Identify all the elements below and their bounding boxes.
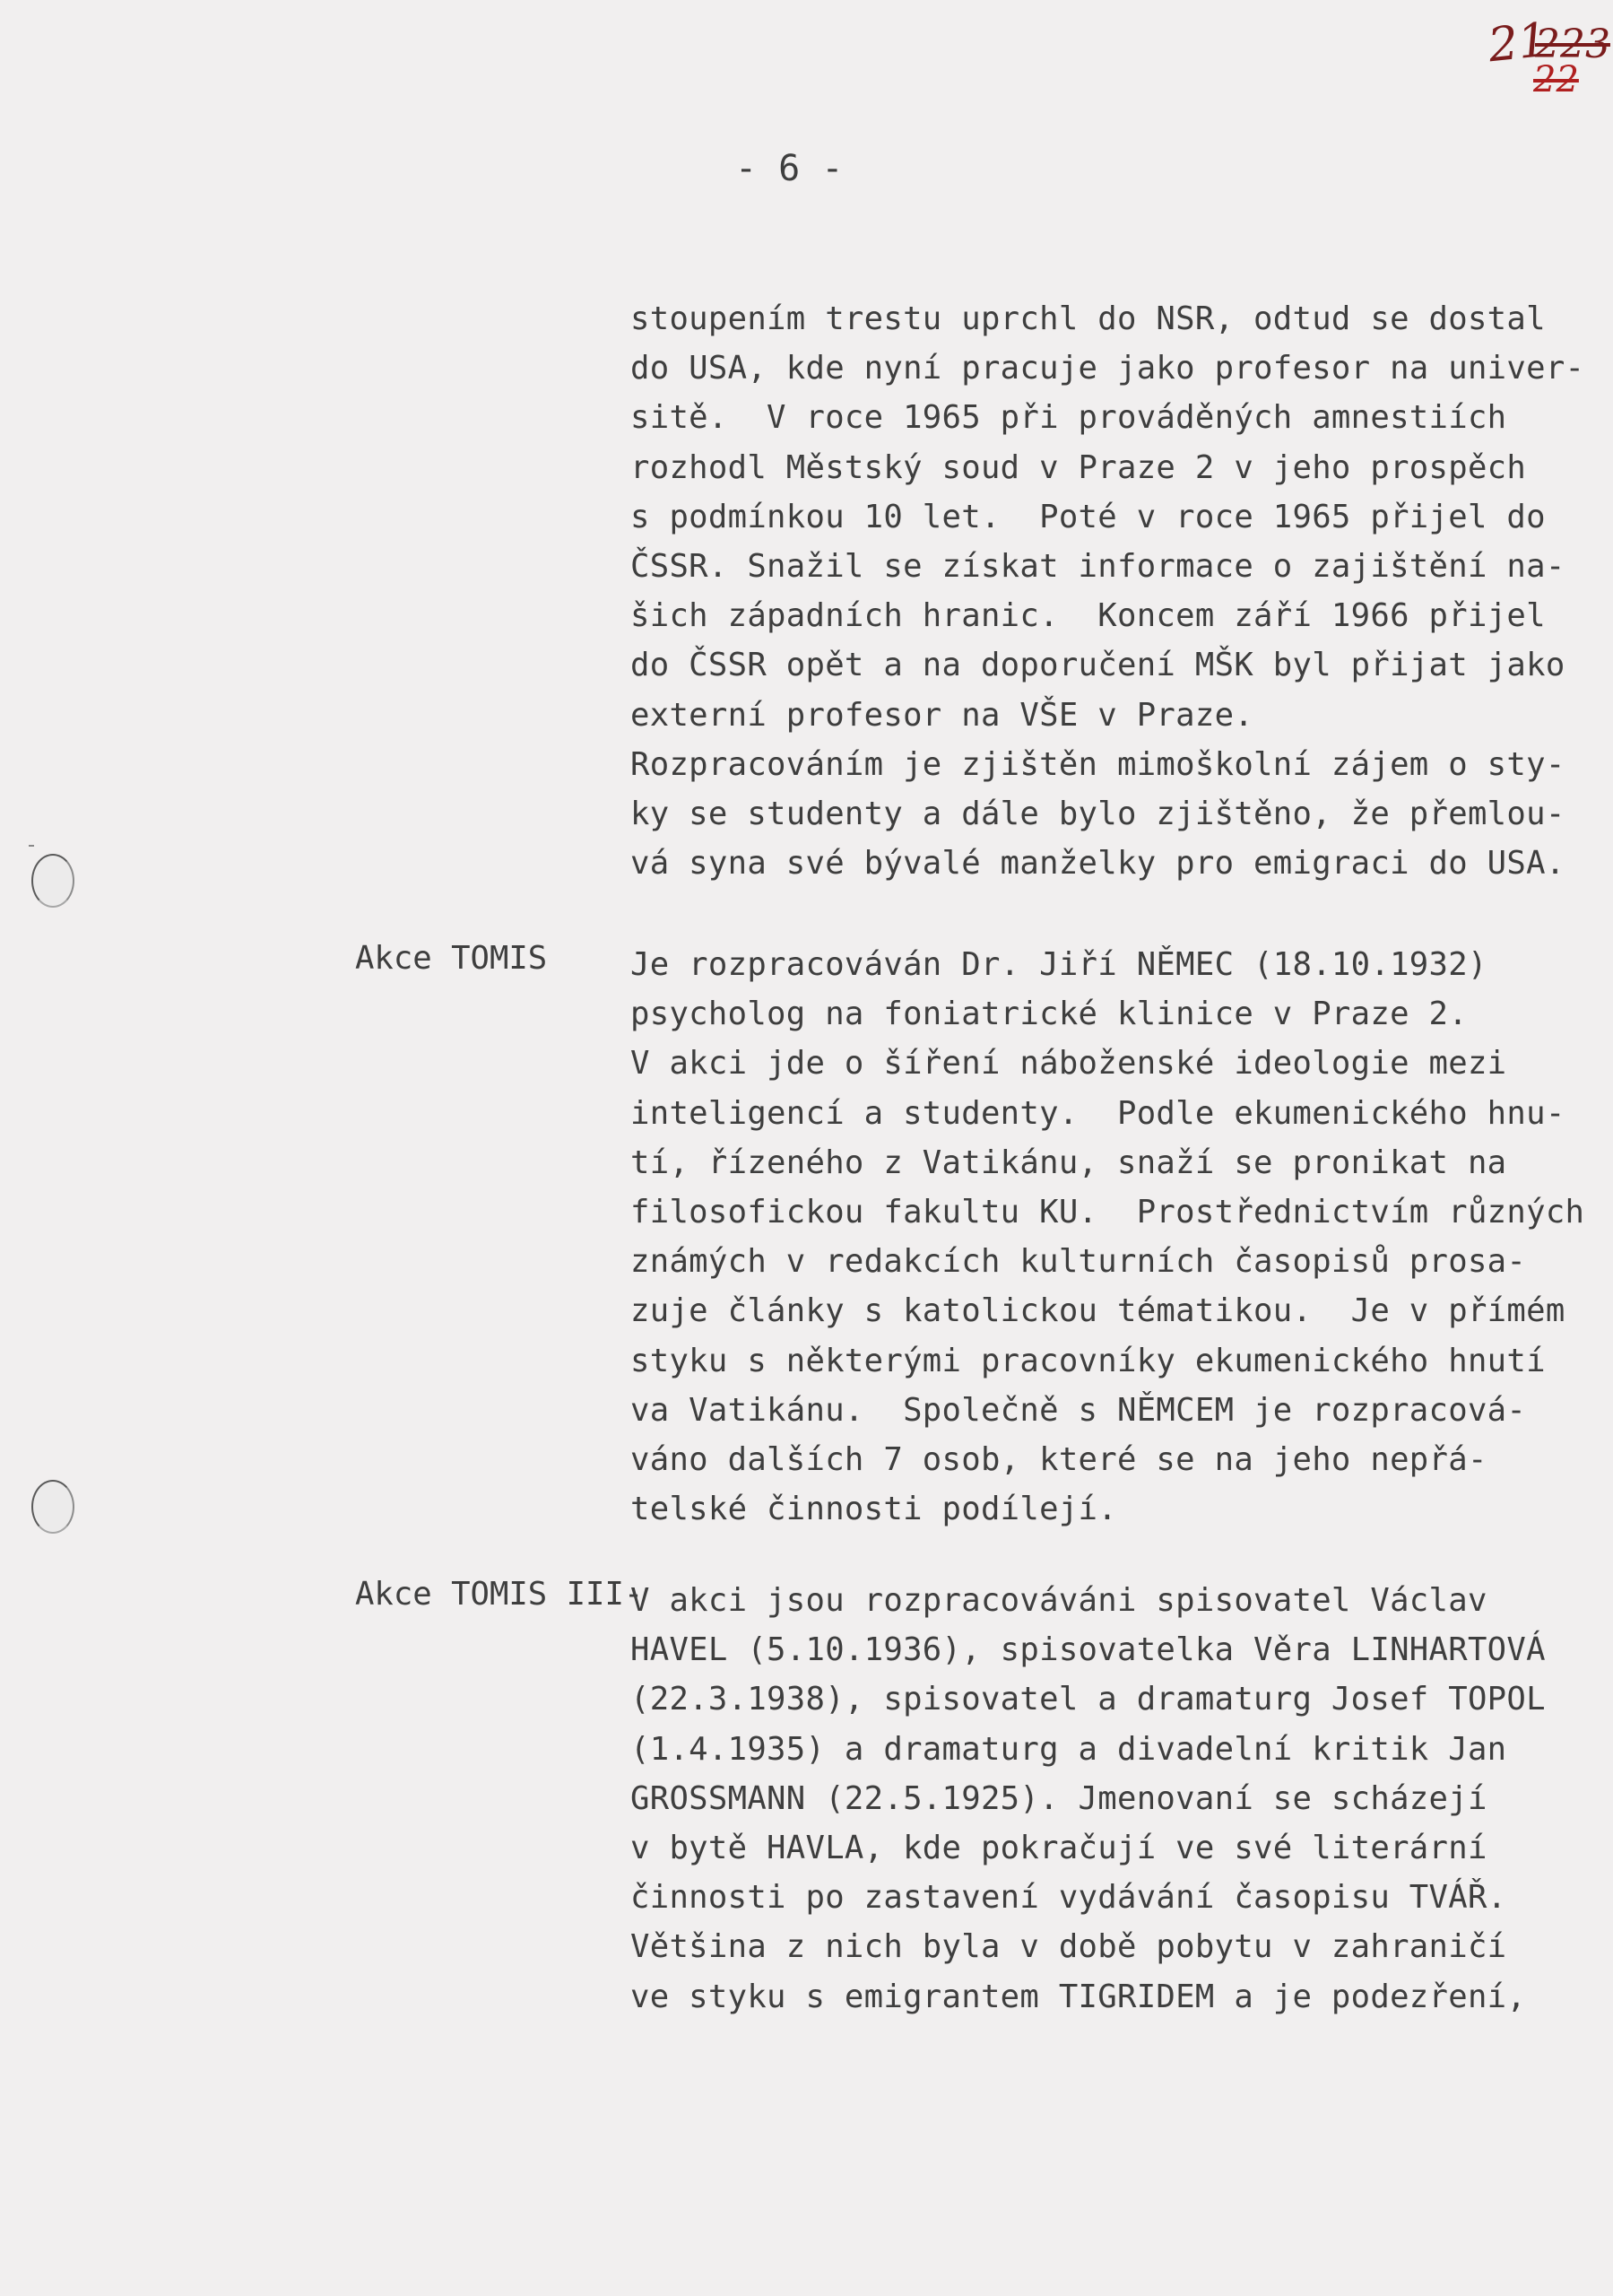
text-line: ČSSR. Snažil se získat informace o zajištění na-	[630, 547, 1565, 585]
text-line: známých v redakcích kulturních časopisů prosa-	[630, 1243, 1527, 1281]
text-line: do USA, kde nyní pracuje jako profesor na univer-	[630, 350, 1585, 387]
text-line: tí, řízeného z Vatikánu, snaží se pronikat na	[630, 1144, 1507, 1181]
text-line: ky se studenty a dále bylo zjištěno, že přemlou-	[630, 795, 1565, 832]
folio-first: 21	[1486, 13, 1551, 74]
text-line: zuje články s katolickou tématikou. Je v přímém	[630, 1292, 1565, 1330]
text-line: Rozpracováním je zjištěn mimoškolní zájem o sty-	[630, 745, 1565, 783]
text-line: rozhodl Městský soud v Praze 2 v jeho prospěch	[630, 448, 1527, 486]
text-line: do ČSSR opět a na doporučení MŠK byl přijat jako	[630, 647, 1565, 684]
akce-tomis-iii-paragraph	[630, 1576, 1546, 2022]
text-line: (1.4.1935) a dramaturg a divadelní kritik Jan	[630, 1730, 1507, 1768]
text-line: telské činnosti podílejí.	[630, 1491, 1117, 1528]
text-line: v bytě HAVLA, kde pokračují ve své literární	[630, 1829, 1487, 1866]
text-line: s podmínkou 10 let. Poté v roce 1965 přijel do	[630, 498, 1546, 535]
punch-hole-icon	[31, 1480, 74, 1534]
text-line: Je rozpracováván Dr. Jiří NĚMEC (18.10.1932)	[630, 946, 1487, 983]
text-line: ve styku s emigrantem TIGRIDEM a je podezření,	[630, 1978, 1527, 2015]
folio-struck: 22	[1533, 59, 1579, 100]
akce-tomis-paragraph	[630, 940, 1584, 1534]
folio-second: 223	[1535, 22, 1610, 67]
section-label-akce-tomis: Akce TOMIS	[355, 940, 548, 977]
margin-mark	[29, 845, 34, 847]
text-line: HAVEL (5.10.1936), spisovatelka Věra LINHARTOVÁ	[630, 1631, 1546, 1669]
text-line: V akci jde o šíření náboženské ideologie mezi	[630, 1045, 1507, 1083]
text-line: stoupením trestu uprchl do NSR, odtud se dostal	[630, 300, 1546, 337]
text-line: filosofickou fakultu KU. Prostřednictvím různých	[630, 1193, 1585, 1231]
handwritten-folio-number	[1486, 13, 1610, 100]
text-line: šich západních hranic. Koncem září 1966 přijel	[630, 597, 1546, 635]
text-line: va Vatikánu. Společně s NĚMCEM je rozpracová-	[630, 1391, 1527, 1429]
text-line: GROSSMANN (22.5.1925). Jmenovaní se scházejí	[630, 1779, 1487, 1817]
punch-hole-icon	[31, 854, 74, 908]
section-label-akce-tomis-iii: Akce TOMIS III-	[355, 1576, 644, 1613]
text-line: Většina z nich byla v době pobytu v zahraničí	[630, 1928, 1507, 1966]
text-line: psycholog na foniatrické klinice v Praze 2.	[630, 996, 1468, 1033]
text-line: styku s některými pracovníky ekumenického hnutí	[630, 1342, 1546, 1379]
continuation-paragraph	[630, 294, 1584, 888]
text-line: činnosti po zastavení vydávání časopisu TVÁŘ.	[630, 1879, 1507, 1917]
text-line: externí profesor na VŠE v Praze.	[630, 696, 1254, 734]
text-line: V akci jsou rozpracováváni spisovatel Václav	[630, 1582, 1487, 1619]
text-line: vá syna své bývalé manželky pro emigraci do USA.	[630, 845, 1565, 883]
text-line: váno dalších 7 osob, které se na jeho nepřá-	[630, 1440, 1487, 1478]
text-line: inteligencí a studenty. Podle ekumenického hnu-	[630, 1094, 1565, 1132]
text-line: sitě. V roce 1965 při prováděných amnestiích	[630, 399, 1507, 437]
page-number: - 6 -	[735, 148, 844, 189]
text-line: (22.3.1938), spisovatel a dramaturg Josef TOPOL	[630, 1681, 1546, 1718]
